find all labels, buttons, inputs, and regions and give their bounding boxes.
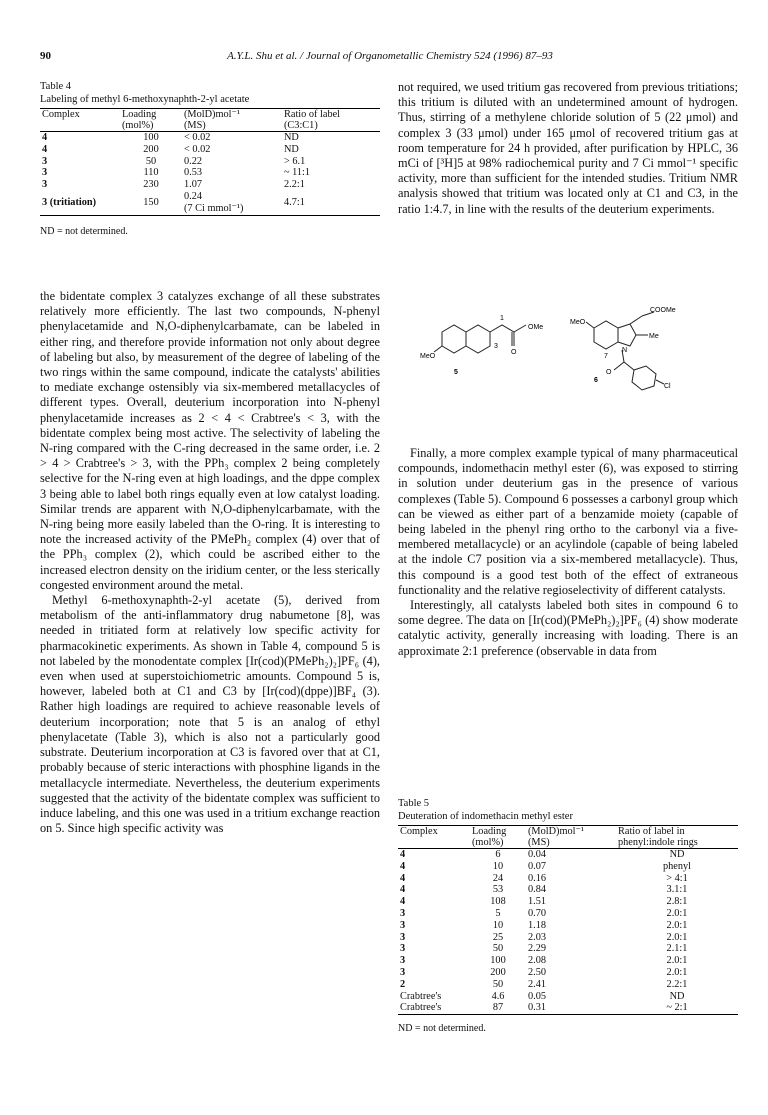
table5-cell-text: 2.0:1 <box>666 966 688 978</box>
table4-header-line1: Loading <box>122 109 157 120</box>
table4-cell-text: ND <box>284 132 299 143</box>
table4-cell-complex <box>40 132 120 144</box>
table4-cell-ratio <box>282 144 380 156</box>
table4-cell-text: 0.24 <box>184 190 203 202</box>
table5-cell-loading <box>470 849 526 861</box>
table4-cell-text: 230 <box>143 179 159 191</box>
table4-row <box>40 191 380 215</box>
table4-row <box>40 144 380 156</box>
table4-cell-ratio <box>282 132 380 144</box>
table5-cell-text: 0.07 <box>528 860 547 872</box>
s6-me: Me <box>649 333 659 340</box>
table5-cell-text: 3 <box>400 966 406 978</box>
table4-title: Table 4 <box>40 81 72 92</box>
table5-cell-text: Crabtree's <box>400 990 442 1002</box>
table5-header-line2: (MS) <box>528 837 550 848</box>
table5-cell-mold <box>526 884 616 896</box>
page-number: 90 <box>40 50 51 62</box>
table5-cell-mold <box>526 908 616 920</box>
table4-cell-text: 3 <box>42 167 48 179</box>
table5-cell-complex <box>398 967 470 979</box>
table4-cell-text: 100 <box>143 132 159 143</box>
s5-pos1: 1 <box>500 315 504 322</box>
table5-cell-text: 2.03 <box>528 931 547 943</box>
table4-cell-ratio <box>282 179 380 191</box>
table5-row <box>398 861 738 873</box>
table5-cell-text: 4.6 <box>491 990 505 1002</box>
table5-cell-complex <box>398 979 470 991</box>
table5-cell-loading <box>470 932 526 944</box>
table5-header-line2 <box>400 837 468 848</box>
left-paragraph-2: Methyl 6-methoxynaphth-2-yl acetate (5), derived from metabolism of the anti-inflammatory drug nabumetone [8], was needed in tritiated form at relatively low specific activity for pharmacokinetic experiments. As shown in Table 4, compound 5 is not labeled by the monodentate complex [Ir(cod)(PMePh₂)₂]PF₆ (4), even when used at superstoichiometric amounts. Compound 5 is, however, labeled both at C1 and C3 by [Ir(cod)(dppe)]BF₄ (3). Rather high loadings are required to achieve reasonable levels of deuterium incorporation; note that 5 is an analog of ethyl phenylacetate (Table 3), which is also not a particularly good substrate. Deuterium incorporation at C3 is favored over that at C1, probably because of steric interactions with phosphine ligands in the metallacycle intermediate. Nevertheless, the deuterium experiments suggested that the activity of the bidentate complex was sufficient to induce labeling, and this one was used in a tritium exchange reaction on 5. Since high specific activity was <box>40 593 380 836</box>
table5-cell-mold <box>526 979 616 991</box>
left-paragraph-1: the bidentate complex 3 catalyzes exchange of all these substrates relatively more efficiently. The last two compounds, N-phenyl phenylacetamide and N,O-diphenylcarbamate, can be labeled in either ring, and therefore provide information not only about degree of labeling but also, by measurement of the degree of labeling of the two rings within the same compound, indicate the catalysts' abilities to mediate exchange ostensibly via six-membered metallacycles of different types. Overall, deuterium incorporation into N-phenyl phenylacetamide increases as 2 < 4 < Crabtree's < 3, with the bidentate complex being most active. The selectivity of labeling the N-ring compared with the C-ring decreased in the same order, i.e. 2 > 4 > Crabtree's > 3, with the PPh₃ complex 2 being completely selective for the N-ring even at high loadings, and the dppe complex 3 being able to label both rings equally even at low catalyst loading. Similar trends are apparent with N,O-diphenylcarbamate, with the N-ring being more easily labeled than the O-ring. It is interesting to note the increased activity of the PMePh₂ complex (4) over that of the PPh₃ complex (2), which could be ascribed either to the increased electron density on the iridium center, or the less sterically congested environment around the metal. <box>40 289 380 592</box>
table5-cell-text: ND <box>669 990 685 1002</box>
table5-cell-text: 2.2:1 <box>666 978 688 990</box>
table5 <box>398 797 738 1034</box>
table5-cell-ratio <box>616 849 738 861</box>
table4-header-line2 <box>42 120 118 131</box>
table5-cell-text: 2.1:1 <box>666 943 688 955</box>
table5-cell-ratio <box>616 991 738 1003</box>
table5-cell-text: 0.04 <box>528 849 547 860</box>
table4-cell-complex <box>40 167 120 179</box>
table4-cell-ratio <box>282 191 380 215</box>
table4-cell-loading <box>120 132 182 144</box>
table5-row <box>398 979 738 991</box>
table4-cell-mold <box>182 191 282 215</box>
table5-cell-text: 2 <box>400 978 406 990</box>
table5-header-line1: Loading <box>472 826 507 837</box>
table4-note: ND = not determined. <box>40 225 128 237</box>
table4-cell-mold <box>182 156 282 168</box>
table4-cell-text: 50 <box>145 155 157 167</box>
table4-header-line1: Ratio of label <box>284 109 341 120</box>
table4-cell-loading <box>120 167 182 179</box>
table5-cell-text: 50 <box>492 978 504 990</box>
table5-row <box>398 1002 738 1014</box>
table5-cell-text: 2.0:1 <box>666 919 688 931</box>
table4-cell-text: 2.2:1 <box>284 179 305 191</box>
table4-row <box>40 167 380 179</box>
table5-cell-text: 0.84 <box>528 884 547 896</box>
table5-cell-text: Crabtree's <box>400 1002 442 1014</box>
table4-cell-text: 110 <box>143 167 159 179</box>
table5-header-0 <box>398 826 470 849</box>
table5-cell-text: 4 <box>400 849 406 860</box>
table5-cell-ratio <box>616 1002 738 1014</box>
table4-header-line1: (MolD)mol⁻¹ <box>184 109 240 120</box>
right-paragraph-2: Interestingly, all catalysts labeled both sites in compound 6 to some degree. The data on [Ir(cod)(PMePh₂)₂]PF₆ (4) show moderate catalytic activity, generally increasing with loading. There is an approximate 2:1 preference (observable in data from <box>398 598 738 658</box>
table5-cell-mold <box>526 873 616 885</box>
table5-cell-text: 2.0:1 <box>666 931 688 943</box>
table5-cell-ratio <box>616 873 738 885</box>
table5-cell-ratio <box>616 908 738 920</box>
table5-cell-text: 6 <box>495 849 501 860</box>
table4 <box>40 80 380 237</box>
table5-cell-text: 200 <box>490 966 506 978</box>
table5-cell-text: 1.18 <box>528 919 547 931</box>
table5-cell-loading <box>470 896 526 908</box>
table5-cell-mold <box>526 1002 616 1014</box>
table4-row <box>40 156 380 168</box>
table5-cell-text: 4 <box>400 896 406 908</box>
table4-cell-loading <box>120 191 182 215</box>
table5-cell-text: 1.51 <box>528 896 547 908</box>
table5-cell-complex <box>398 908 470 920</box>
table5-cell-text: 25 <box>492 931 504 943</box>
table5-cell-complex <box>398 861 470 873</box>
table4-cell-complex <box>40 179 120 191</box>
table5-cell-ratio <box>616 967 738 979</box>
table4-cell-text-extra: (7 Ci mmol⁻¹) <box>184 202 244 214</box>
table5-cell-text: 2.29 <box>528 943 547 955</box>
table4-grid <box>40 108 380 216</box>
table5-cell-complex <box>398 920 470 932</box>
table4-cell-mold <box>182 132 282 144</box>
table5-cell-text: 4 <box>400 860 406 872</box>
table5-cell-ratio <box>616 896 738 908</box>
right-paragraph-top: not required, we used tritium gas recovered from previous tritiations; this tritium is diluted with an undetermined amount of hydrogen. Thus, stirring of a methylene chloride solution of 5 (22 μmol) and complex 3 (33 μmol) under 165 μmol of recovered tritium gas at room temperature for 24 h provided, after purification by HPLC, 36 mCi of [³H]5 at 98% radiochemical purity and 7 Ci mmol⁻¹ specific activity, more than sufficient for the intended studies. Tritium NMR analysis showed that tritium was located only at C1 and C3, in the ratio 1:4.7, in line with the results of the deuterium experiments. <box>398 80 738 216</box>
table4-header-0 <box>40 109 120 132</box>
table5-cell-loading <box>470 861 526 873</box>
table5-cell-text: 5 <box>495 907 501 919</box>
table4-row <box>40 179 380 191</box>
table5-cell-text: 0.05 <box>528 990 547 1002</box>
table4-cell-text: ~ 11:1 <box>284 167 311 179</box>
table5-title: Table 5 <box>398 798 430 809</box>
s5-label: 5 <box>454 369 458 376</box>
table5-cell-text: 10 <box>492 860 504 872</box>
table5-cell-text: 3.1:1 <box>666 884 688 896</box>
table5-grid <box>398 825 738 1015</box>
table4-cell-text: < 0.02 <box>184 132 211 143</box>
table4-cell-ratio <box>282 156 380 168</box>
table4-cell-text: 1.07 <box>184 179 203 191</box>
right-paragraph-1: Finally, a more complex example typical of many pharmaceutical compounds, indomethacin methyl ester (6), was exposed to stirring in solution under deuterium gas in the presence of various complexes (Table 5). Compound 6 possesses a carbonyl group which can be viewed as either part of a benzamide moiety (capable of being labeled in the phenyl ring ortho to the carbonyl via a five-membered metallacycle) or an acylindole (capable of being labeled at the indole C7 position via a six-membered metallacycle). Thus, this compound is a good test both of the effect of extraneous functionality and the relative regioselectivity of different catalysts. <box>398 446 738 597</box>
table5-row <box>398 991 738 1003</box>
table4-cell-ratio <box>282 167 380 179</box>
table5-cell-mold <box>526 991 616 1003</box>
table5-caption: Deuteration of indomethacin methyl ester <box>398 811 573 822</box>
table5-header-line1: Ratio of label in <box>618 826 685 837</box>
table4-cell-text: 4 <box>42 143 48 155</box>
table5-cell-text: 3 <box>400 919 406 931</box>
table5-row <box>398 943 738 955</box>
table5-row <box>398 955 738 967</box>
table5-row <box>398 884 738 896</box>
table5-cell-loading <box>470 955 526 967</box>
table5-row <box>398 896 738 908</box>
table5-cell-loading <box>470 908 526 920</box>
table4-cell-loading <box>120 156 182 168</box>
table4-cell-text: 3 (tritiation) <box>42 196 97 208</box>
table5-cell-ratio <box>616 861 738 873</box>
table5-cell-loading <box>470 943 526 955</box>
table5-cell-text: 0.16 <box>528 872 547 884</box>
table5-cell-text: 53 <box>492 884 504 896</box>
left-body <box>40 289 380 836</box>
table5-cell-loading <box>470 1002 526 1014</box>
table5-cell-complex <box>398 849 470 861</box>
table4-cell-text: 0.53 <box>184 167 203 179</box>
table5-cell-ratio <box>616 932 738 944</box>
table5-cell-text: 24 <box>492 872 504 884</box>
table4-cell-text: 4.7:1 <box>284 196 305 208</box>
table4-cell-text: 0.22 <box>184 155 203 167</box>
table5-cell-mold <box>526 849 616 861</box>
table5-cell-ratio <box>616 884 738 896</box>
s5-meo: MeO <box>420 353 436 360</box>
table5-cell-text: 0.70 <box>528 907 547 919</box>
table4-header-2 <box>182 109 282 132</box>
table5-cell-text: phenyl <box>662 860 692 872</box>
s5-o: O <box>511 349 517 356</box>
table5-cell-text: > 4:1 <box>666 872 688 884</box>
table4-cell-loading <box>120 144 182 156</box>
table5-cell-text: 2.41 <box>528 978 547 990</box>
table4-cell-complex <box>40 156 120 168</box>
table5-cell-text: 0.31 <box>528 1002 547 1014</box>
table4-cell-text: 3 <box>42 155 48 167</box>
table5-cell-text: 100 <box>490 955 506 967</box>
table5-cell-text: ~ 2:1 <box>666 1002 688 1014</box>
table5-cell-complex <box>398 943 470 955</box>
table5-cell-complex <box>398 1002 470 1014</box>
table5-cell-loading <box>470 873 526 885</box>
s6-cl: Cl <box>664 383 671 390</box>
table5-cell-mold <box>526 932 616 944</box>
right-top-text <box>398 80 738 217</box>
table5-row <box>398 932 738 944</box>
table5-row <box>398 920 738 932</box>
table5-header-3 <box>616 826 738 849</box>
table5-cell-complex <box>398 873 470 885</box>
table5-cell-text: 50 <box>492 943 504 955</box>
table4-cell-mold <box>182 167 282 179</box>
s6-coome: COOMe <box>650 307 676 314</box>
table4-header-3 <box>282 109 380 132</box>
table5-cell-complex <box>398 955 470 967</box>
table5-cell-loading <box>470 884 526 896</box>
table5-cell-text: 2.0:1 <box>666 955 688 967</box>
table5-cell-mold <box>526 967 616 979</box>
table4-caption: Labeling of methyl 6-methoxynaphth-2-yl acetate <box>40 94 250 105</box>
table4-header-1 <box>120 109 182 132</box>
table5-header-2 <box>526 826 616 849</box>
table4-cell-text: 150 <box>143 196 159 208</box>
table4-header-line2: (MS) <box>184 120 206 131</box>
table5-cell-mold <box>526 955 616 967</box>
table5-cell-text: 3 <box>400 943 406 955</box>
table5-cell-ratio <box>616 955 738 967</box>
table5-row <box>398 849 738 861</box>
table4-header-line2: (mol%) <box>122 120 154 131</box>
table5-header-line1: (MolD)mol⁻¹ <box>528 826 584 837</box>
table5-cell-loading <box>470 967 526 979</box>
table4-cell-text: > 6.1 <box>284 155 306 167</box>
table5-cell-text: 3 <box>400 931 406 943</box>
table4-row <box>40 132 380 144</box>
table5-cell-text: 4 <box>400 884 406 896</box>
table5-cell-mold <box>526 861 616 873</box>
table5-row <box>398 908 738 920</box>
s6-label: 6 <box>594 377 598 384</box>
table4-cell-loading <box>120 179 182 191</box>
table4-cell-complex <box>40 144 120 156</box>
s5-ome: OMe <box>528 324 544 331</box>
table5-cell-loading <box>470 920 526 932</box>
table5-header-1 <box>470 826 526 849</box>
table5-cell-complex <box>398 884 470 896</box>
table5-cell-text: 3 <box>400 955 406 967</box>
table5-cell-text: 10 <box>492 919 504 931</box>
table5-cell-text: 2.50 <box>528 966 547 978</box>
table5-cell-text: 4 <box>400 872 406 884</box>
table5-row <box>398 967 738 979</box>
table5-cell-mold <box>526 943 616 955</box>
table5-cell-text: ND <box>669 849 685 860</box>
table4-cell-complex <box>40 191 120 215</box>
table5-cell-ratio <box>616 920 738 932</box>
table5-cell-text: 2.8:1 <box>666 896 688 908</box>
s5-pos3: 3 <box>494 343 498 350</box>
table5-note: ND = not determined. <box>398 1023 486 1035</box>
table4-cell-text: < 0.02 <box>184 143 211 155</box>
table5-cell-complex <box>398 932 470 944</box>
table5-cell-complex <box>398 991 470 1003</box>
table4-cell-text: 200 <box>143 143 159 155</box>
table5-cell-text: 87 <box>492 1002 504 1014</box>
table4-cell-text: 3 <box>42 179 48 191</box>
s6-n: N <box>622 347 628 354</box>
table5-cell-text: 108 <box>490 896 506 908</box>
table5-cell-text: 3 <box>400 907 406 919</box>
s6-o: O <box>606 369 612 376</box>
table5-cell-loading <box>470 991 526 1003</box>
chemical-structures <box>398 302 738 422</box>
table4-cell-text: ND <box>284 143 299 155</box>
table5-header-line2: (mol%) <box>472 837 504 848</box>
table5-row <box>398 873 738 885</box>
table4-header-line1: Complex <box>42 109 80 120</box>
table5-cell-loading <box>470 979 526 991</box>
table5-cell-mold <box>526 896 616 908</box>
s6-pos7: 7 <box>604 353 608 360</box>
table5-cell-text: 2.08 <box>528 955 547 967</box>
table5-cell-ratio <box>616 943 738 955</box>
running-title: A.Y.L. Shu et al. / Journal of Organometallic Chemistry 524 (1996) 87–93 <box>227 50 553 62</box>
table5-cell-mold <box>526 920 616 932</box>
table5-cell-ratio <box>616 979 738 991</box>
table5-cell-text: 2.0:1 <box>666 907 688 919</box>
table4-cell-mold <box>182 144 282 156</box>
table4-header-line2: (C3:C1) <box>284 120 318 131</box>
table5-header-line2: phenyl:indole rings <box>618 837 698 848</box>
table5-cell-complex <box>398 896 470 908</box>
right-body <box>398 446 738 659</box>
table4-cell-mold <box>182 179 282 191</box>
s6-meo: MeO <box>570 319 586 326</box>
table4-cell-text: 4 <box>42 132 48 143</box>
table5-header-line1: Complex <box>400 826 438 837</box>
